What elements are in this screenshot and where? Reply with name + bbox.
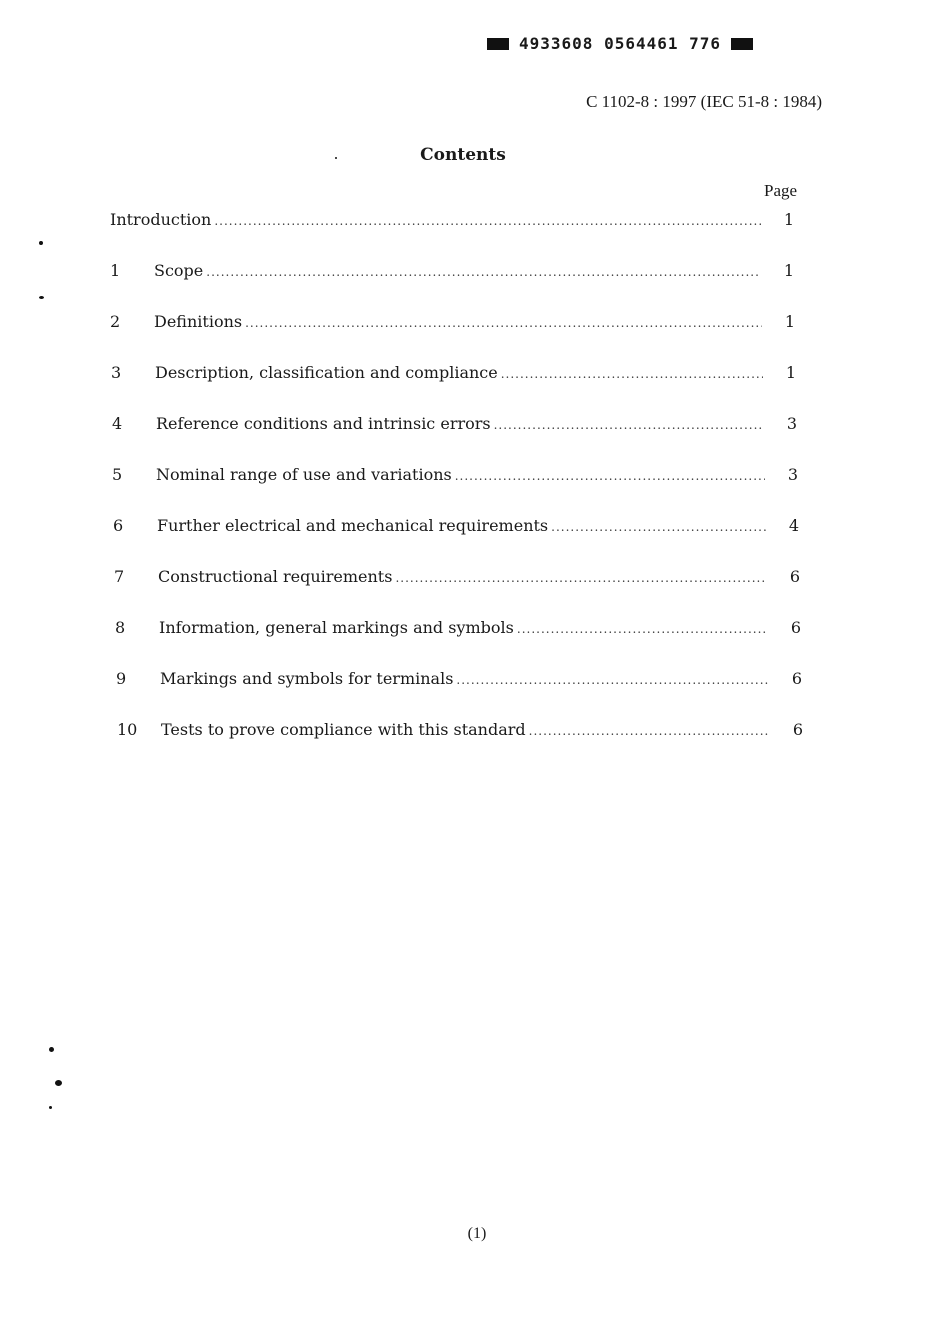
page-column-label: Page [764, 181, 798, 200]
toc-entry-2[interactable] [110, 312, 801, 331]
toc-entry-page: 4 [788, 516, 799, 535]
toc-entry-number: 4 [112, 414, 123, 433]
barcode-block-right [731, 38, 753, 50]
toc-entry-number: 10 [117, 720, 138, 739]
leader-dots [455, 469, 765, 483]
toc-entry-page: 6 [791, 669, 802, 688]
toc-entry-title: Further electrical and mechanical requirements [157, 516, 549, 535]
toc-entry-7[interactable] [114, 567, 806, 586]
leader-dots [517, 622, 768, 636]
scan-speck [335, 157, 337, 159]
toc-entry-number: 3 [111, 363, 122, 382]
leader-dots [245, 316, 762, 330]
toc-entry-title: Markings and symbols for terminals [160, 669, 454, 688]
leader-dots [206, 265, 761, 279]
scan-speck [39, 296, 44, 299]
leader-dots [456, 673, 769, 687]
leader-dots [501, 367, 763, 381]
toc-entry-3[interactable] [111, 363, 802, 382]
toc-entry-title: Definitions [154, 312, 243, 331]
scan-speck [49, 1047, 54, 1052]
leader-dots [529, 724, 770, 738]
barcode-block-left [487, 38, 509, 50]
toc-entry-4[interactable] [112, 414, 803, 433]
contents-title: Contents [420, 145, 506, 165]
toc-entry-title: Scope [154, 261, 204, 280]
toc-entry-title: Information, general markings and symbols [159, 618, 514, 637]
barcode-text: 4933608 0564461 776 [519, 34, 722, 53]
leader-dots [551, 520, 766, 534]
toc-entry-title: Nominal range of use and variations [156, 465, 452, 484]
toc-entry-page: 6 [790, 618, 801, 637]
toc-entry-number: 1 [110, 261, 121, 280]
toc-entry-8[interactable] [115, 618, 807, 637]
leader-dots [395, 571, 767, 585]
toc-entry-page: 1 [785, 363, 796, 382]
toc-entry-6[interactable] [113, 516, 805, 535]
toc-entry-title: Description, classification and compliance [155, 363, 498, 382]
toc-entry-number: 8 [115, 618, 126, 637]
page-number: (1) [467, 1225, 487, 1242]
toc-entry-title: Constructional requirements [158, 567, 393, 586]
leader-dots [214, 214, 761, 228]
toc-entry-title: Tests to prove compliance with this standard [161, 720, 526, 739]
toc-entry-9[interactable] [116, 669, 808, 688]
toc-entry-page: 6 [792, 720, 803, 739]
scan-speck [39, 241, 43, 245]
toc-entry-number: 9 [116, 669, 127, 688]
toc-entry-introduction[interactable] [110, 210, 800, 229]
toc-entry-page: 1 [784, 312, 795, 331]
toc-entry-page: 6 [789, 567, 800, 586]
toc-entry-page: 3 [787, 465, 798, 484]
scan-speck [49, 1106, 52, 1109]
toc-entry-title: Introduction [110, 210, 212, 229]
leader-dots [494, 418, 764, 432]
toc-entry-number: 6 [113, 516, 124, 535]
toc-entry-page: 1 [783, 261, 794, 280]
scan-speck [55, 1080, 62, 1086]
toc-entry-page: 3 [786, 414, 797, 433]
toc-entry-title: Reference conditions and intrinsic errors [156, 414, 491, 433]
toc-entry-5[interactable] [112, 465, 804, 484]
toc-entry-number: 7 [114, 567, 125, 586]
toc-entry-number: 2 [110, 312, 121, 331]
toc-entry-number: 5 [112, 465, 123, 484]
barcode-strip [487, 34, 753, 53]
toc-entry-10[interactable] [117, 720, 809, 739]
standard-identifier: C 1102-8 : 1997 (IEC 51-8 : 1984) [586, 92, 822, 111]
toc-entry-page: 1 [783, 210, 794, 229]
toc-entry-1[interactable] [110, 261, 800, 280]
